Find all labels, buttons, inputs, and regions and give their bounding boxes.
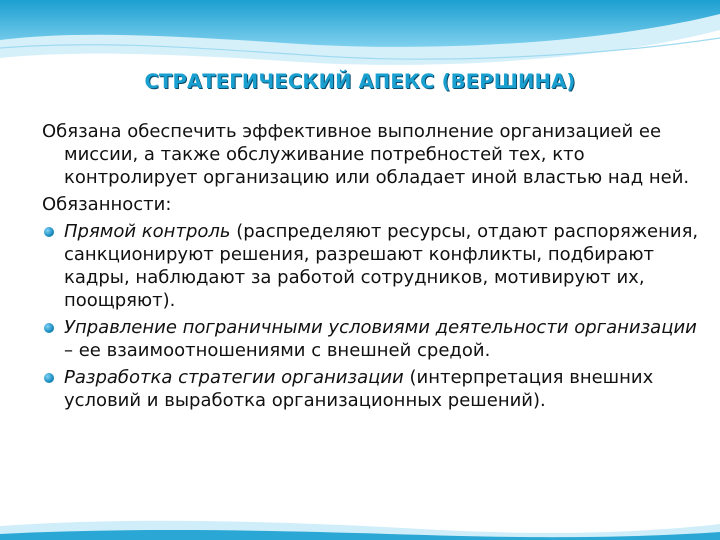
bullet-term: Управление пограничными условиями деятельности организации xyxy=(64,317,697,338)
bullet-term: Разработка стратегии организации xyxy=(64,367,404,388)
bullet-dot-icon xyxy=(44,373,54,383)
bullet-text: (интерпретация внешних условий и выработка организационных решений). xyxy=(64,367,654,411)
duties-heading: Обязанности: xyxy=(42,194,172,215)
intro-paragraph: Обязана обеспечить эффективное выполнение организацией ее миссии, а также обслуживание потребностей тех, кто контролирует организацию или обладает иной властью над ней. xyxy=(42,121,690,188)
bullet-item-strategy xyxy=(42,366,706,412)
bullet-text: (распределяют ресурсы, отдают распоряжения, санкционируют решения, разрешают конфликты, подбирают кадры, наблюдают за работой сотрудников, мотивируют их, поощряют). xyxy=(64,221,699,311)
bullet-item-direct-control xyxy=(42,220,706,312)
slide-title: СТРАТЕГИЧЕСКИЙ АПЕКС (ВЕРШИНА) xyxy=(144,70,576,93)
bullet-term: Прямой контроль xyxy=(64,221,231,242)
bullet-dot-icon xyxy=(44,323,54,333)
bullet-dot-icon xyxy=(44,227,54,237)
bullet-item-boundary-conditions xyxy=(42,316,706,362)
bottom-wave-decoration xyxy=(0,512,720,540)
slide-body xyxy=(42,120,706,416)
bullet-text: – ее взаимоотношениями с внешней средой. xyxy=(64,340,491,361)
